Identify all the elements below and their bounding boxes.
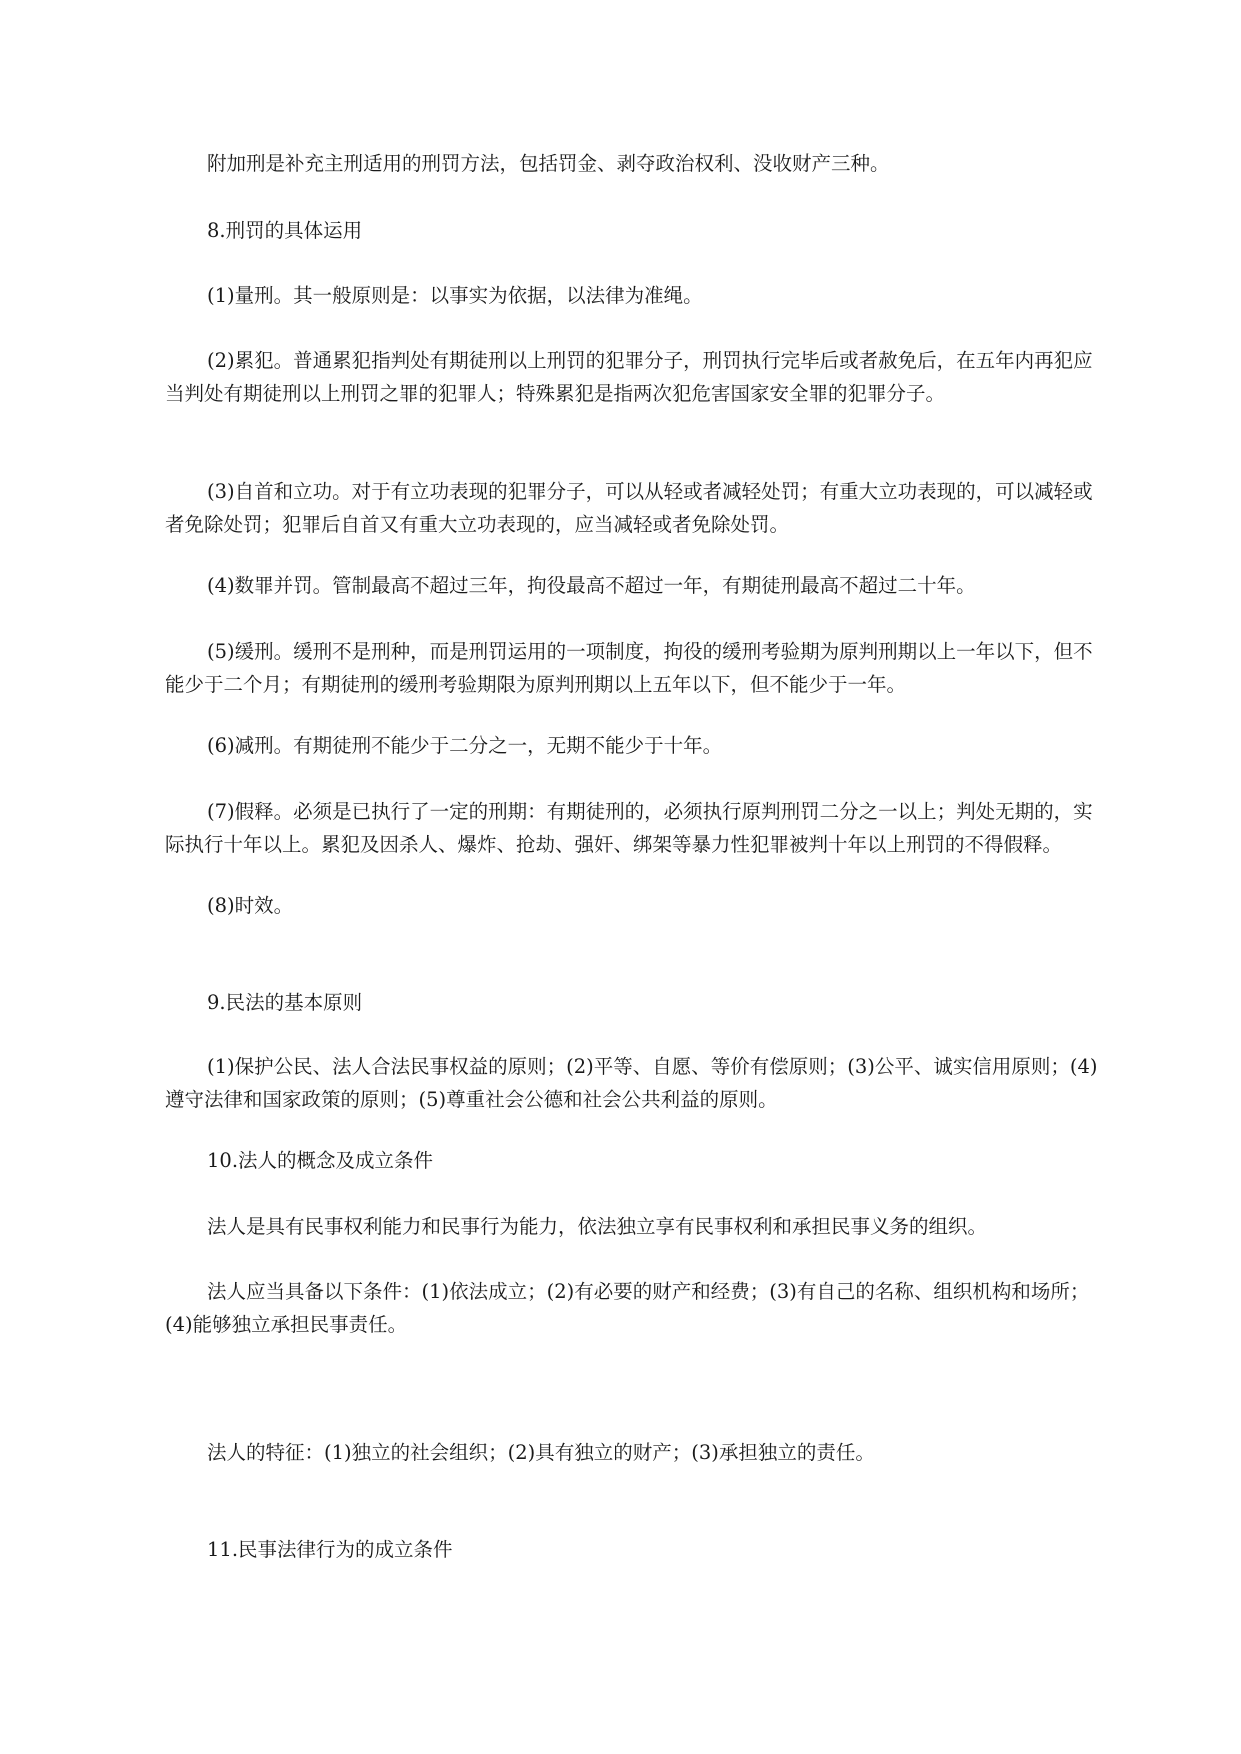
heading-section-9: 9.民法的基本原则 (207, 991, 363, 1014)
paragraph-civil-principles: (1)保护公民、法人合法民事权益的原则；(2)平等、自愿、等价有偿原则；(3)公平、诚实信用原则；(4)遵守法律和国家政策的原则；(5)尊重社会公德和社会公共利益的原则。 (165, 1055, 1098, 1111)
paragraph-legal-person-definition: 法人是具有民事权利能力和民事行为能力，依法独立享有民事权利和承担民事义务的组织。 (207, 1215, 988, 1238)
paragraph-legal-person-conditions: 法人应当具备以下条件：(1)依法成立；(2)有必要的财产和经费；(3)有自己的名称、组织机构和场所；(4)能够独立承担民事责任。 (165, 1280, 1090, 1336)
paragraph-probation: (5)缓刑。缓刑不是刑种，而是刑罚运用的一项制度，拘役的缓刑考验期为原判刑期以上一年以下，但不能少于二个月；有期徒刑的缓刑考验期限为原判刑期以上五年以下，但不能少于一年。 (165, 640, 1093, 696)
heading-section-8: 8.刑罚的具体运用 (207, 219, 363, 242)
paragraph-limitation: (8)时效。 (207, 894, 294, 917)
heading-section-11: 11.民事法律行为的成立条件 (207, 1538, 453, 1561)
paragraph-sentencing: (1)量刑。其一般原则是：以事实为依据，以法律为准绳。 (207, 284, 703, 307)
paragraph-surrender-merit: (3)自首和立功。对于有立功表现的犯罪分子，可以从轻或者减轻处罚；有重大立功表现的，可以减轻或者免除处罚；犯罪后自首又有重大立功表现的，应当减轻或者免除处罚。 (165, 480, 1093, 536)
paragraph-parole: (7)假释。必须是已执行了一定的刑期：有期徒刑的，必须执行原判刑罚二分之一以上；判处无期的，实际执行十年以上。累犯及因杀人、爆炸、抢劫、强奸、绑架等暴力性犯罪被判十年以上刑罚的不得假释。 (165, 800, 1093, 856)
paragraph-commutation: (6)减刑。有期徒刑不能少于二分之一，无期不能少于十年。 (207, 734, 723, 757)
paragraph-recidivism: (2)累犯。普通累犯指判处有期徒刑以上刑罚的犯罪分子，刑罚执行完毕后或者赦免后，在五年内再犯应当判处有期徒刑以上刑罚之罪的犯罪人；特殊累犯是指两次犯危害国家安全罪的犯罪分子。 (165, 349, 1093, 405)
paragraph-supplementary-penalty: 附加刑是补充主刑适用的刑罚方法，包括罚金、剥夺政治权利、没收财产三种。 (207, 152, 890, 175)
heading-section-10: 10.法人的概念及成立条件 (207, 1149, 434, 1172)
paragraph-combined-punishment: (4)数罪并罚。管制最高不超过三年，拘役最高不超过一年，有期徒刑最高不超过二十年。 (207, 574, 976, 597)
paragraph-legal-person-features: 法人的特征：(1)独立的社会组织；(2)具有独立的财产；(3)承担独立的责任。 (207, 1441, 875, 1464)
